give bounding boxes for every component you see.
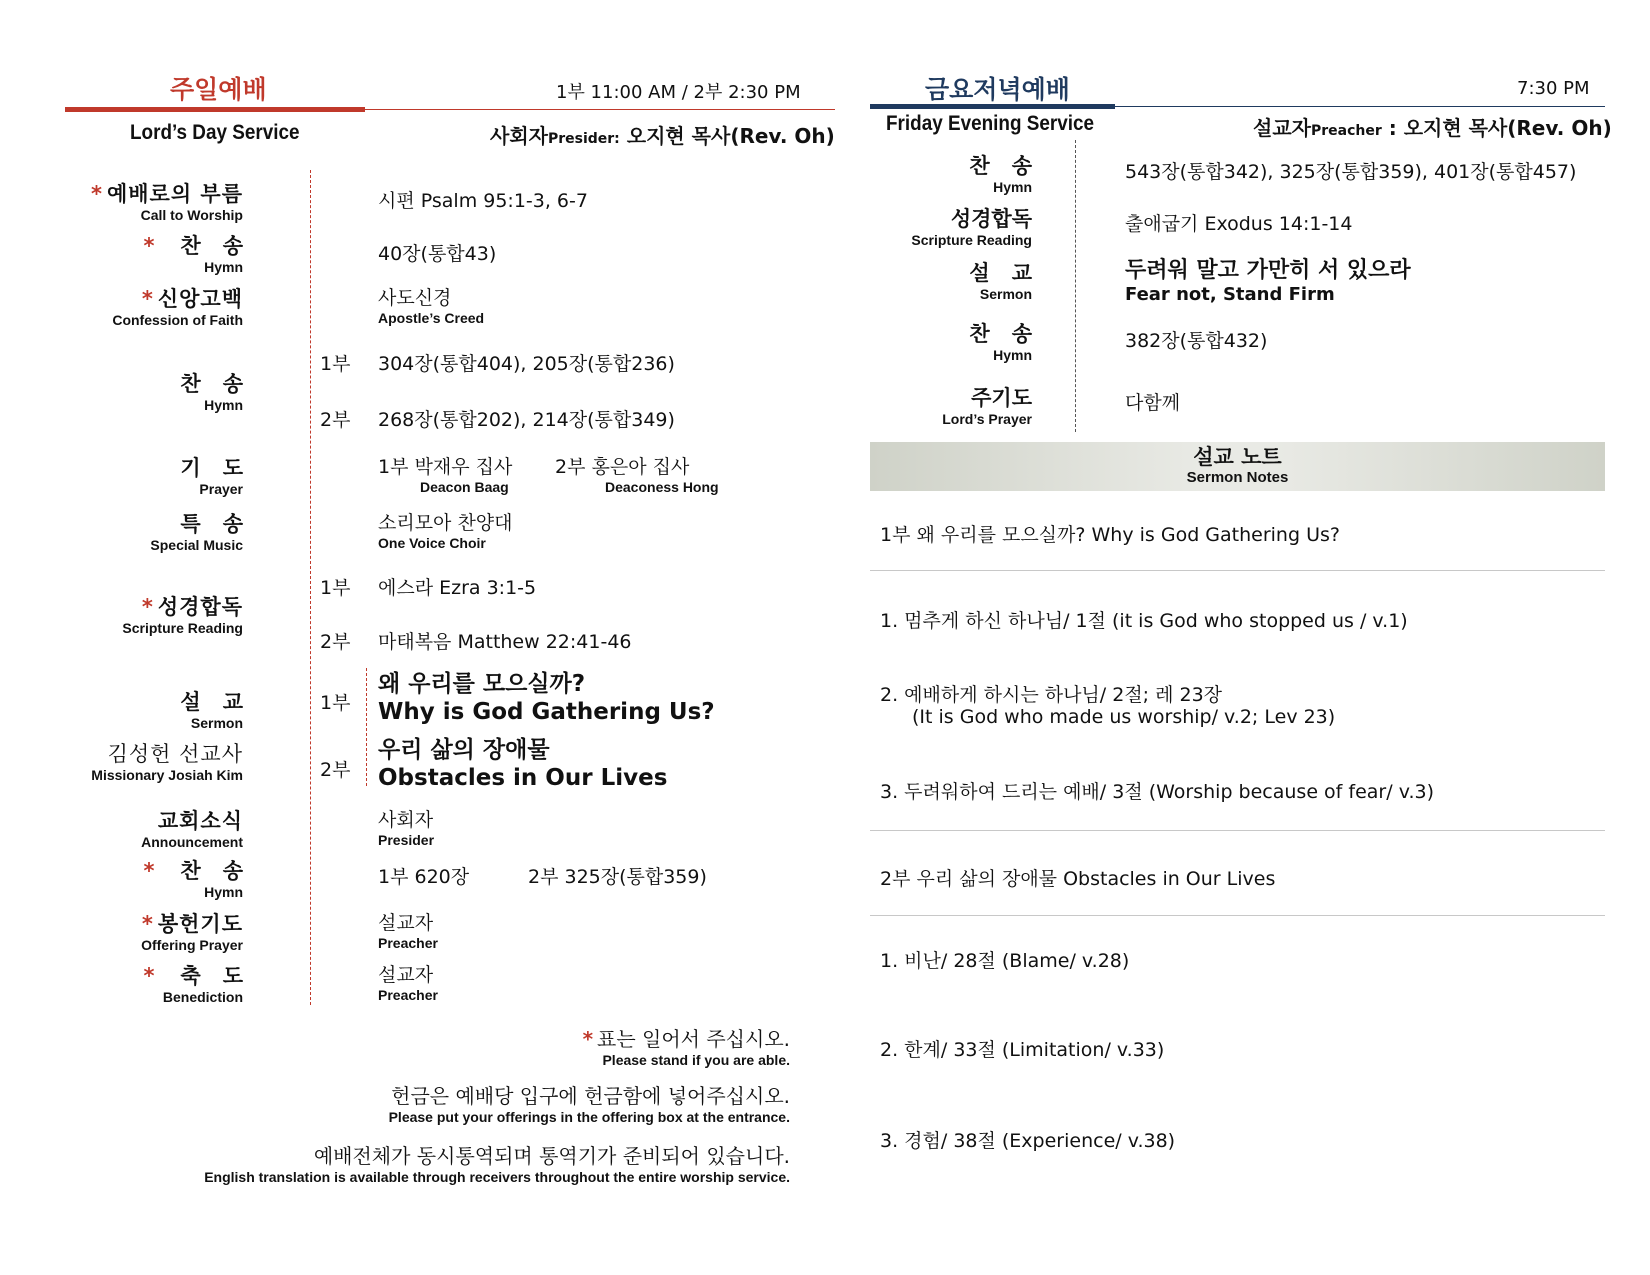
note-line: 2. 한계/ 33절 (Limitation/ v.33) [880,1039,1165,1061]
note-line: 3. 두려워하여 드리는 예배/ 3절 (Worship because of fear/ v.3) [880,781,1434,803]
friday-value-hymn-2: 382장(통합432) [1125,330,1268,352]
value-hymn-2-first: 304장(통합404), 205장(통합236) [378,353,675,375]
friday-value-sermon: 두려워 말고 가만히 서 있으라 Fear not, Stand Firm [1125,258,1411,305]
friday-divider [1075,140,1076,432]
sermon-notes-subtitle: Sermon Notes [1186,469,1289,486]
value-sermon-second: 우리 삶의 장애물 Obstacles in Our Lives [378,737,668,791]
label-hymn-1: * 찬송 Hymn [143,234,265,275]
friday-label-hymn-1: 찬송 Hymn [969,154,1054,195]
bu-1-scripture: 1부 [320,577,351,599]
friday-title: 금요저녁예배 [925,75,1070,104]
value-prayer-second: 2부 홍은아 집사 Deaconess Hong [555,456,719,495]
label-hymn-2: 찬송 Hymn [180,372,265,413]
bu-1-sermon: 1부 [320,692,351,714]
value-announcement: 사회자 Presider [378,809,435,848]
footnote-offering: 헌금은 예배당 입구에 헌금함에 넣어주십시오. Please put your offerings in the offering box at the entrance. [388,1084,790,1125]
value-prayer-first: 1부 박재우 집사 Deacon Baag [378,456,513,495]
label-preacher: 김성헌 선교사 Missionary Josiah Kim [91,742,243,783]
value-hymn-2-second: 268장(통합202), 214장(통합349) [378,409,675,431]
label-announcement: 교회소식 Announcement [141,809,243,850]
notes-divider [870,830,1605,831]
label-confession: * 신앙고백 Confession of Faith [112,287,243,328]
note-line: 2부 우리 삶의 장애물 Obstacles in Our Lives [880,868,1276,890]
friday-label-scripture: 성경합독 Scripture Reading [911,207,1032,248]
label-hymn-3: * 찬송 Hymn [143,859,265,900]
value-offering-prayer: 설교자 Preacher [378,912,438,951]
label-sermon: 설교 Sermon [180,690,265,731]
note-line: 1부 왜 우리를 모으실까? Why is God Gathering Us? [880,524,1340,546]
value-benediction: 설교자 Preacher [378,964,438,1003]
note-line: 2. 예배하게 하시는 하나님/ 2절; 레 23장 [880,684,1223,706]
value-hymn-3-second: 2부 325장(통합359) [528,866,707,888]
value-hymn-1: 40장(통합43) [378,243,497,265]
sermon-notes-title: 설교 노트 [1193,445,1282,469]
sunday-accent-bar [65,107,365,112]
note-line: 3. 경험/ 38절 (Experience/ v.38) [880,1130,1176,1152]
label-offering-prayer: * 봉헌기도 Offering Prayer [141,912,243,953]
value-scripture-first: 에스라 Ezra 3:1-5 [378,577,537,599]
bu-2-scripture: 2부 [320,631,351,653]
value-special-music: 소리모아 찬양대 One Voice Choir [378,512,513,551]
label-benediction: * 축도 Benediction [143,964,265,1005]
label-scripture: * 성경합독 Scripture Reading [122,595,243,636]
value-sermon-first: 왜 우리를 모으실까? Why is God Gathering Us? [378,671,715,725]
friday-accent-bar [870,104,1115,109]
label-call-to-worship: * 예배로의 부름 Call to Worship [90,182,243,223]
label-prayer: 기도 Prayer [180,456,265,497]
note-line: 1. 비난/ 28절 (Blame/ v.28) [880,950,1130,972]
footnote-stand: * 표는 일어서 주십시오. Please stand if you are able. [582,1027,790,1068]
sunday-divider [310,170,311,1005]
note-line: 1. 멈추게 하신 하나님/ 1절 (it is God who stopped us / v.1) [880,610,1408,632]
value-hymn-3-first: 1부 620장 [378,866,470,888]
friday-subtitle: Friday Evening Service [886,112,1094,135]
friday-time: 7:30 PM [1517,78,1590,99]
sunday-subtitle: Lord’s Day Service [130,121,300,144]
bu-2: 2부 [320,409,351,431]
value-call-to-worship: 시편 Psalm 95:1-3, 6-7 [378,190,588,212]
note-line: (It is God who made us worship/ v.2; Lev 23) [912,706,1336,728]
footnote-translation: 예배전체가 동시통역되며 통역기가 준비되어 있습니다. English translation is available through receivers throughout the entire worship service. [204,1144,790,1185]
sermon-notes-header [870,442,1605,491]
friday-label-hymn-2: 찬송 Hymn [969,322,1054,363]
sunday-time: 1부 11:00 AM / 2부 2:30 PM [556,82,801,103]
notes-divider [870,915,1605,916]
value-confession: 사도신경 Apostle’s Creed [378,287,485,326]
value-scripture-second: 마태복음 Matthew 22:41-46 [378,631,632,653]
friday-value-hymn-1: 543장(통합342), 325장(통합359), 401장(통합457) [1125,161,1577,183]
bu-1: 1부 [320,353,351,375]
friday-rule [1115,106,1605,107]
sunday-presider: 사회자Presider: 오지현 목사(Rev. Oh) [490,124,835,148]
friday-preacher: 설교자Preacher : 오지현 목사(Rev. Oh) [1253,116,1612,140]
bu-2-sermon: 2부 [320,759,351,781]
friday-label-lords-prayer: 주기도 Lord’s Prayer [942,386,1032,427]
label-special-music: 특송 Special Music [150,512,265,553]
sermon-divider [366,668,367,786]
friday-value-lords-prayer: 다함께 [1125,392,1181,414]
sunday-rule [365,109,835,110]
sunday-title: 주일예배 [170,75,267,104]
friday-label-sermon: 설교 Sermon [969,261,1054,302]
notes-divider [870,570,1605,571]
friday-value-scripture: 출애굽기 Exodus 14:1-14 [1125,213,1353,235]
